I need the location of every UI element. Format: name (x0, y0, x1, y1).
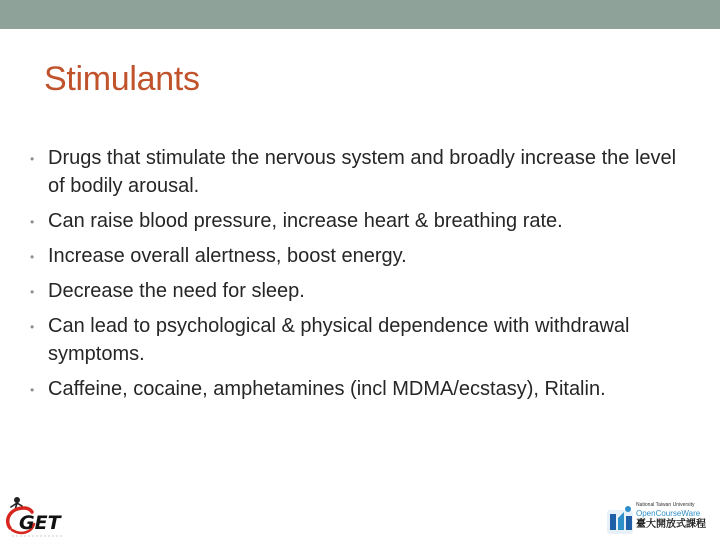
top-banner (0, 0, 720, 29)
get-logo-icon (2, 494, 72, 540)
ocw-university-name: National Taiwan University (636, 502, 695, 508)
bullet-icon: • (30, 152, 35, 166)
bullet-item (30, 312, 690, 368)
bullet-item (30, 144, 690, 200)
bullet-item (30, 375, 690, 403)
bullet-item (30, 242, 690, 270)
bullet-icon: • (30, 250, 35, 264)
bullet-icon: • (30, 383, 35, 397)
bullet-text: Decrease the need for sleep. (48, 280, 305, 302)
bullet-icon: • (30, 285, 35, 299)
ocw-program-name: OpenCourseWare (636, 509, 701, 518)
get-logo (2, 494, 72, 540)
ntu-ocw-logo (606, 502, 718, 536)
ocw-chinese-name: 臺大開放式課程 (636, 519, 706, 530)
bullet-item (30, 277, 690, 305)
bullet-icon: • (30, 320, 35, 334)
bullet-item (30, 207, 690, 235)
bullet-text: Increase overall alertness, boost energy. (48, 245, 407, 267)
slide-title: Stimulants (44, 60, 200, 98)
bullet-text: Can raise blood pressure, increase heart & breathing rate. (48, 210, 563, 232)
svg-text:GET: GET (19, 512, 61, 534)
bullet-text: Drugs that stimulate the nervous system and broadly increase the level of bodily arousal. (48, 147, 677, 197)
ocw-text-block (636, 502, 718, 531)
bullet-text: Caffeine, cocaine, amphetamines (incl MDMA/ecstasy), Ritalin. (48, 378, 606, 400)
ntu-ocw-logo-icon (606, 502, 636, 536)
bullet-icon: • (30, 215, 35, 229)
bullet-text: Can lead to psychological & physical dependence with withdrawal symptoms. (48, 315, 630, 365)
bullet-list (30, 144, 690, 410)
